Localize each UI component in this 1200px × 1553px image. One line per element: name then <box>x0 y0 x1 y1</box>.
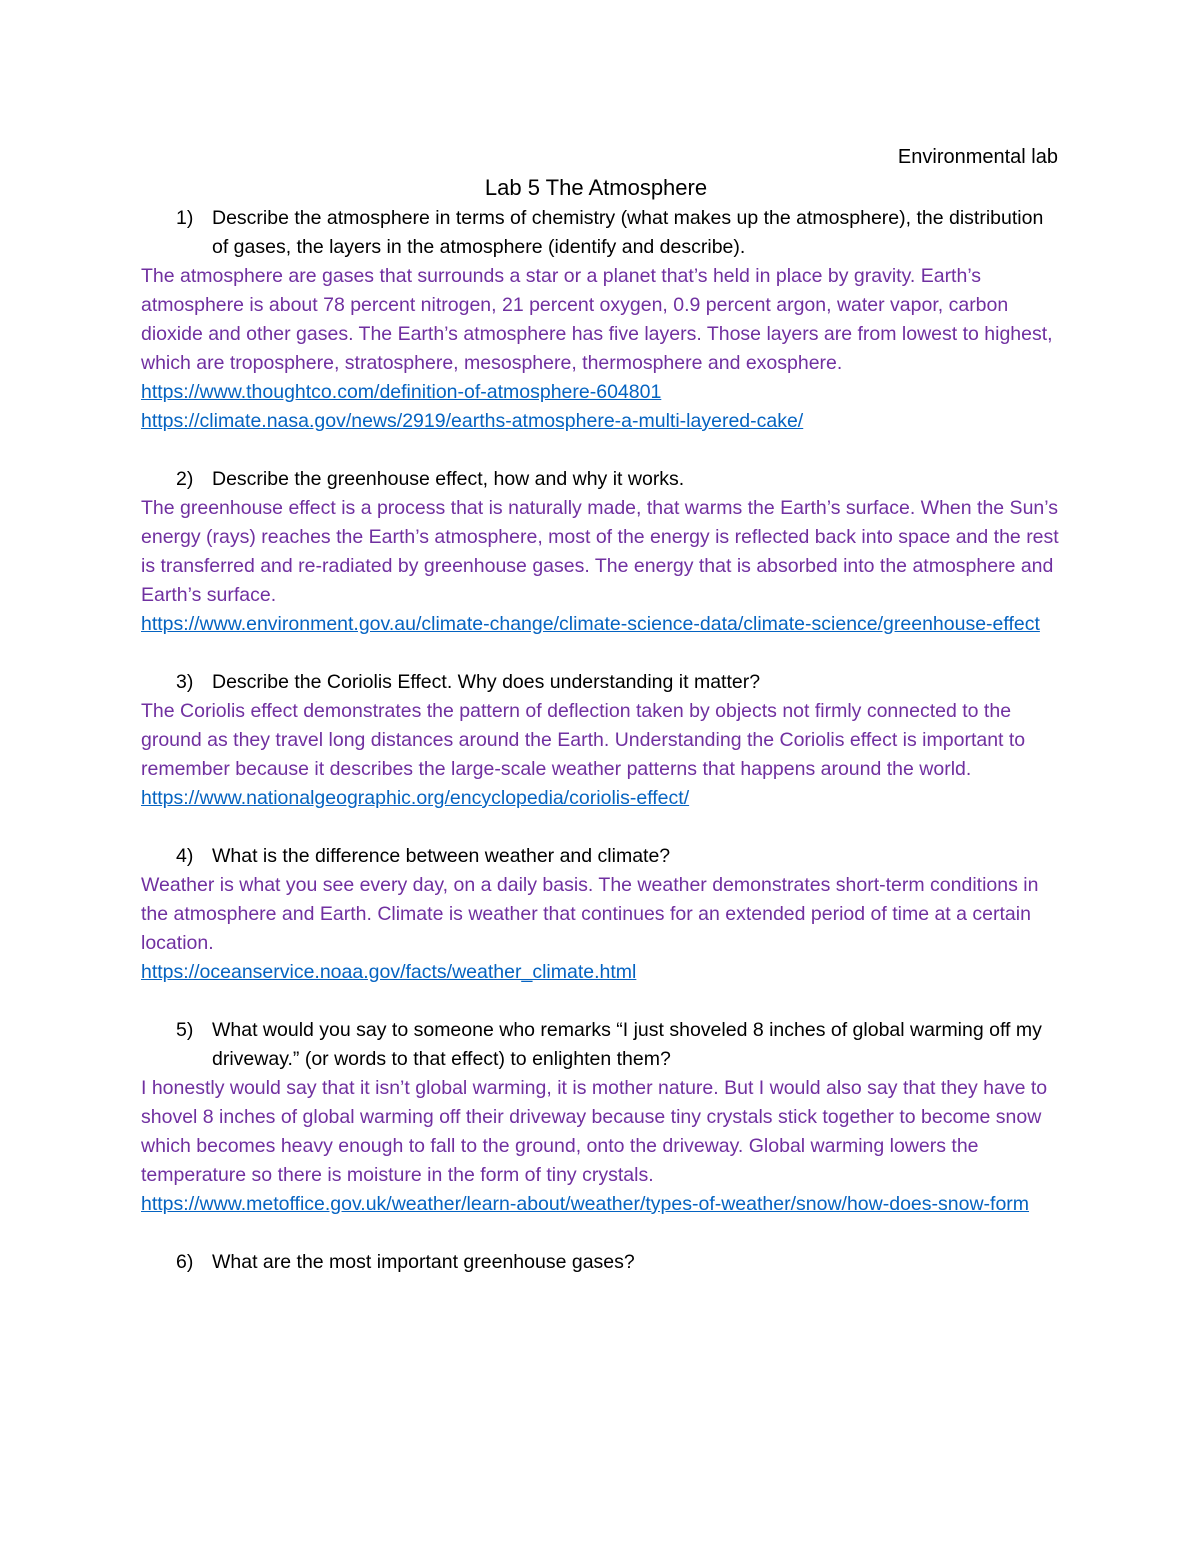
source-link[interactable]: https://oceanservice.noaa.gov/facts/weather_climate.html <box>141 961 637 983</box>
source-link[interactable]: https://www.thoughtco.com/definition-of-atmosphere-604801 <box>141 381 662 403</box>
question-block-2 <box>141 465 1061 639</box>
question-number: 6) <box>176 1251 194 1273</box>
question-number: 2) <box>176 468 194 490</box>
question-block-5 <box>141 1016 1061 1219</box>
answer-2: The greenhouse effect is a process that is naturally made, that warms the Earth’s surface. When the Sun’s energy (rays) reaches the Earth’s atmosphere, most of the energy is reflected back into space and the rest is transferred and re-radiated by greenhouse gases. The energy that is absorbed into the atmosphere and Earth’s surface. <box>141 497 1059 606</box>
answer-4: Weather is what you see every day, on a daily basis. The weather demonstrates short-term conditions in the atmosphere and Earth. Climate is weather that continues for an extended period of time at a certain location. <box>141 874 1039 954</box>
paragraph-gap <box>141 436 1061 465</box>
question-block-1 <box>141 204 1061 436</box>
question-number: 3) <box>176 671 194 693</box>
question-text: Describe the atmosphere in terms of chemistry (what makes up the atmosphere), the distribution of gases, the layers in the atmosphere (identify and describe). <box>212 207 1044 258</box>
page-title: Lab 5 The Atmosphere <box>484 175 708 200</box>
question-number: 5) <box>176 1019 194 1041</box>
paragraph-gap <box>141 987 1061 1016</box>
question-block-6 <box>141 1248 1061 1277</box>
question-text: What is the difference between weather and climate? <box>212 845 671 867</box>
question-number: 4) <box>176 845 194 867</box>
source-link[interactable]: https://www.nationalgeographic.org/encyclopedia/coriolis-effect/ <box>141 787 690 809</box>
document-body <box>141 204 1061 1277</box>
course-name: Environmental lab <box>897 146 1058 168</box>
question-3 <box>141 668 1061 697</box>
question-4 <box>141 842 1061 871</box>
question-6 <box>141 1248 1061 1277</box>
paragraph-gap <box>141 1219 1061 1248</box>
source-link[interactable]: https://www.environment.gov.au/climate-change/climate-science-data/climate-science/greenhouse-effect <box>141 613 1040 635</box>
question-text: Describe the greenhouse effect, how and why it works. <box>212 468 685 490</box>
question-block-4 <box>141 842 1061 987</box>
question-2 <box>141 465 1061 494</box>
paragraph-gap <box>141 639 1061 668</box>
answer-5: I honestly would say that it isn’t global warming, it is mother nature. But I would also say that they have to shovel 8 inches of global warming off their driveway because tiny crystals stick together to become snow which becomes heavy enough to fall to the ground, onto the driveway. Global warming lowers the temperature so there is moisture in the form of tiny crystals. <box>141 1077 1048 1186</box>
question-text: What are the most important greenhouse gases? <box>212 1251 635 1273</box>
answer-1: The atmosphere are gases that surrounds a star or a planet that’s held in place by gravity. Earth’s atmosphere is about 78 percent nitrogen, 21 percent oxygen, 0.9 percent argon, water vapor, carbon dioxide and other gases. The Earth’s atmosphere has five layers. Those layers are from lowest to highest, which are troposphere, stratosphere, mesosphere, thermosphere and exosphere. <box>141 265 1053 374</box>
paragraph-gap <box>141 813 1061 842</box>
question-text: What would you say to someone who remarks “I just shoveled 8 inches of global warming off my driveway.” (or words to that effect) to enlighten them? <box>212 1019 1042 1070</box>
source-link[interactable]: https://climate.nasa.gov/news/2919/earths-atmosphere-a-multi-layered-cake/ <box>141 410 804 432</box>
question-text: Describe the Coriolis Effect. Why does understanding it matter? <box>212 671 761 693</box>
question-1 <box>141 204 1061 262</box>
answer-3: The Coriolis effect demonstrates the pattern of deflection taken by objects not firmly connected to the ground as they travel long distances around the Earth. Understanding the Coriolis effect is important to remember because it describes the large-scale weather patterns that happens around the world. <box>141 700 1026 780</box>
question-5 <box>141 1016 1061 1074</box>
question-number: 1) <box>176 207 194 229</box>
question-block-3 <box>141 668 1061 813</box>
source-link[interactable]: https://www.metoffice.gov.uk/weather/learn-about/weather/types-of-weather/snow/how-does-snow-form <box>141 1193 1030 1215</box>
